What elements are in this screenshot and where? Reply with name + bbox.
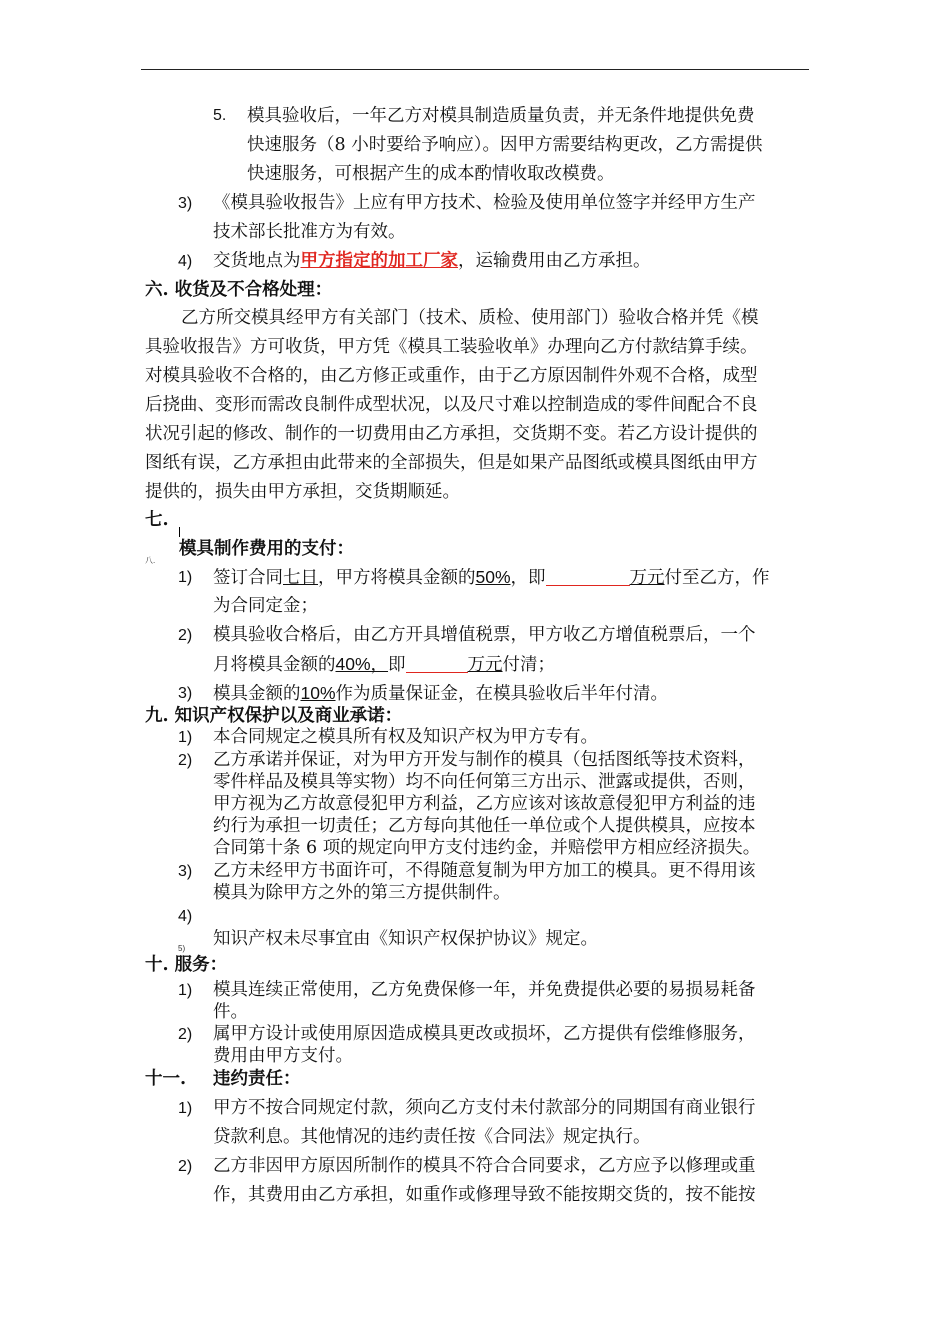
paragraph-line: 模具验收后，一年乙方对模具制造质量负责，并无条件地提供免费 [247,106,755,126]
paragraph-line: 零件样品及模具等实物）均不向任何第三方出示、泄露或提供，否则， [213,772,756,792]
section-heading: 六. 收货及不合格处理： [145,280,333,300]
paragraph-line: 模具验收合格后，由乙方开具增值税票，甲方收乙方增值税票后，一个 [213,625,756,645]
text-run: 模具金额的 [213,684,301,704]
paragraph-line: 本合同规定之模具所有权及知识产权为甲方专有。 [213,727,598,747]
paragraph-line: 乙方承诺并保证，对为甲方开发与制作的模具（包括图纸等技术资料， [213,750,756,770]
item-number: 1) [178,729,193,746]
text-run: 即 [388,655,406,675]
paragraph-line [213,653,555,676]
section-heading: 七. [145,510,169,530]
item-number: 3) [178,685,193,702]
paragraph-line: 提供的，损失由甲方承担，交货期顺延。 [145,482,460,502]
paragraph-line: 模具为除甲方之外的第三方提供制件。 [213,883,511,903]
item-number: 2) [178,1026,193,1043]
paragraph-line: 《模具验收报告》上应有甲方技术、检验及使用单位签字并经甲方生产 [213,193,756,213]
paragraph-line: 具验收报告》方可收货，甲方凭《模具工装验收单》办理向乙方付款结算手续。 [145,337,758,357]
payment-percent: 40%， [335,654,389,674]
text-run: 付清； [502,655,556,675]
paragraph-line [213,250,651,272]
text-run: 月将模具金额的 [213,655,336,675]
paragraph-line: 贷款利息。其他情况的违约责任按《合同法》规定执行。 [213,1127,651,1147]
amount-blank[interactable] [406,654,468,673]
header-rule [141,69,809,70]
item-number: 1) [178,1100,193,1117]
text-cursor-mark [179,527,180,537]
warranty-percent: 10% [300,683,336,703]
paragraph-line: 技术部长批准方为有效。 [213,222,406,242]
paragraph-line: 后挠曲、变形而需改良制件成型状况，以及尺寸难以控制造成的零件间配合不良 [145,395,758,415]
deposit-percent: 50% [475,567,511,587]
item-number: 4) [178,908,193,925]
paragraph-line: 乙方未经甲方书面许可，不得随意复制为甲方加工的模具。更不得用该 [213,861,756,881]
item-number: 2) [178,627,193,644]
paragraph-line: 对模具验收不合格的，由乙方修正或重作，由于乙方原因制件外观不合格，成型 [145,366,758,386]
paragraph-line: 约行为承担一切责任；乙方每向其他任一单位或个人提供模具，应按本 [213,816,756,836]
item-number: 1) [178,569,193,586]
paragraph-line [213,682,668,705]
paragraph-line: 件。 [213,1002,248,1022]
section-heading: 模具制作费用的支付： [179,539,354,559]
deposit-days: 七日 [283,568,318,588]
delivery-location-highlight: 甲方指定的加工厂家 [300,251,458,271]
paragraph-line: 模具连续正常使用，乙方免费保修一年，并免费提供必要的易损易耗备 [213,980,756,1000]
section-heading: 违约责任： [213,1069,301,1089]
text-run: 付至乙方，作 [664,568,770,588]
text-run: ，运输费用由乙方承担。 [458,251,651,271]
amount-blank[interactable] [546,567,630,586]
paragraph-line: 图纸有误，乙方承担由此带来的全部损失，但是如果产品图纸或模具图纸由甲方 [145,453,758,473]
item-number: 4) [178,253,193,270]
text-run: 作为质量保证金，在模具验收后半年付清。 [335,684,669,704]
item-number: 5. [213,107,227,124]
item-number: 2) [178,1158,193,1175]
paragraph-line: 为合同定金； [213,596,318,616]
tiny-heading-number: 八. [145,556,156,565]
paragraph-line: 属甲方设计或使用原因造成模具更改或损坏，乙方提供有偿维修服务， [213,1024,756,1044]
paragraph-line [213,566,770,589]
paragraph-line: 快速服务，可根据产生的成本酌情收取改模费。 [247,164,615,184]
section-heading: 十. 服务： [145,955,228,975]
paragraph-line: 状况引起的修改、制作的一切费用由乙方承担，交货期不变。若乙方设计提供的 [145,424,758,444]
item-number: 3) [178,195,193,212]
paragraph-line: 甲方不按合同规定付款，须向乙方支付未付款部分的同期国有商业银行 [213,1098,756,1118]
text-run: ，甲方将模具金额的 [318,568,476,588]
paragraph-line: 合同第十条 6 项的规定向甲方支付违约金，并赔偿甲方相应经济损失。 [213,838,761,858]
section-heading-number: 十一. [145,1069,187,1089]
text-run: 交货地点为 [213,251,301,271]
amount-unit: 万元 [467,655,503,675]
tiny-item-number: 5) [178,944,186,953]
section-heading: 九. 知识产权保护以及商业承诺： [145,706,403,726]
paragraph-line: 乙方非因甲方原因所制作的模具不符合合同要求，乙方应予以修理或重 [213,1156,756,1176]
amount-unit: 万元 [629,568,665,588]
paragraph-line: 费用由甲方支付。 [213,1046,353,1066]
item-number: 3) [178,863,193,880]
item-number: 2) [178,752,193,769]
paragraph-line: 作，其费用由乙方承担，如重作或修理导致不能按期交货的，按不能按 [213,1185,756,1205]
text-run: ，即 [510,568,546,588]
paragraph-line: 甲方视为乙方故意侵犯甲方利益，乙方应该对该故意侵犯甲方利益的违 [213,794,756,814]
paragraph-line: 快速服务（8 小时要给予响应）。因甲方需要结构更改，乙方需提供 [247,135,763,155]
text-run: 签订合同 [213,568,283,588]
paragraph-line: 乙方所交模具经甲方有关部门（技术、质检、使用部门）验收合格并凭《模 [181,308,759,328]
paragraph-line: 知识产权未尽事宜由《知识产权保护协议》规定。 [213,929,598,949]
item-number: 1) [178,982,193,999]
